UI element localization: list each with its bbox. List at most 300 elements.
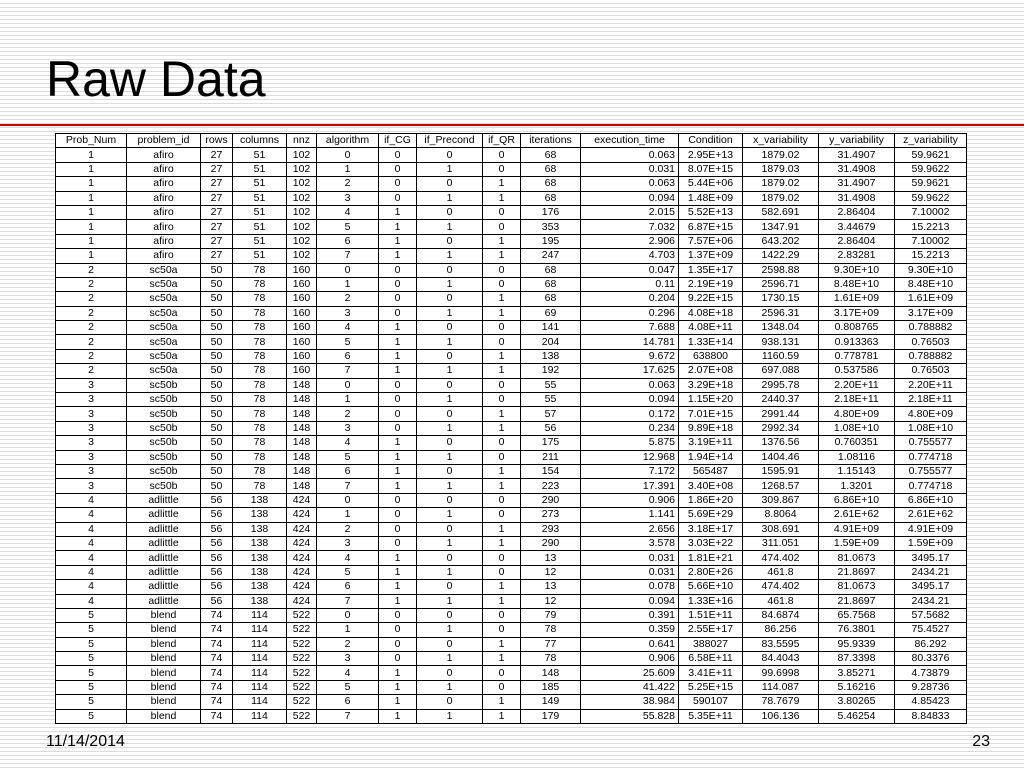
table-cell: 102 xyxy=(287,220,317,234)
table-cell: 1 xyxy=(483,177,521,191)
table-cell: 7.172 xyxy=(581,464,679,478)
column-header: if_Precond xyxy=(417,134,483,148)
table-cell: 2596.71 xyxy=(743,277,819,291)
table-cell: 0.172 xyxy=(581,407,679,421)
table-cell: 0.296 xyxy=(581,306,679,320)
table-cell: 0.755577 xyxy=(895,464,967,478)
table-cell: 21.8697 xyxy=(819,565,895,579)
table-cell: 2.86404 xyxy=(819,205,895,219)
table-cell: 102 xyxy=(287,234,317,248)
table-cell: 1879.02 xyxy=(743,191,819,205)
table-cell: 114 xyxy=(233,623,287,637)
table-cell: 51 xyxy=(233,177,287,191)
table-row xyxy=(56,522,967,536)
table-cell: 74 xyxy=(201,709,233,723)
table-cell: 1 xyxy=(56,205,127,219)
table-cell: 3 xyxy=(56,450,127,464)
table-cell: 51 xyxy=(233,220,287,234)
table-cell: 1 xyxy=(483,191,521,205)
table-cell: 50 xyxy=(201,306,233,320)
table-cell: 78 xyxy=(233,277,287,291)
table-cell: 1160.59 xyxy=(743,349,819,363)
table-cell: 0 xyxy=(417,695,483,709)
table-cell: 50 xyxy=(201,277,233,291)
title-divider xyxy=(0,124,1024,126)
table-row xyxy=(56,148,967,162)
table-cell: 1.81E+21 xyxy=(679,551,743,565)
table-cell: afiro xyxy=(127,191,201,205)
table-cell: 56 xyxy=(201,522,233,536)
table-cell: 2 xyxy=(56,364,127,378)
table-cell: 1 xyxy=(317,508,379,522)
table-cell: 102 xyxy=(287,205,317,219)
table-cell: 1.08E+10 xyxy=(895,421,967,435)
table-cell: 2.61E+62 xyxy=(895,508,967,522)
table-cell: 0 xyxy=(379,637,417,651)
table-cell: 2434.21 xyxy=(895,565,967,579)
table-cell: 5.69E+29 xyxy=(679,508,743,522)
table-cell: 15.2213 xyxy=(895,249,967,263)
table-row xyxy=(56,436,967,450)
table-cell: 1.141 xyxy=(581,508,679,522)
table-cell: 0 xyxy=(317,378,379,392)
table-cell: 1 xyxy=(56,162,127,176)
table-cell: 0 xyxy=(379,148,417,162)
table-cell: 1.37E+09 xyxy=(679,249,743,263)
table-cell: 9.30E+10 xyxy=(819,263,895,277)
table-cell: 1.15143 xyxy=(819,464,895,478)
table-cell: 3.17E+09 xyxy=(819,306,895,320)
table-cell: 38.984 xyxy=(581,695,679,709)
table-cell: 938.131 xyxy=(743,335,819,349)
table-cell: 27 xyxy=(201,191,233,205)
table-cell: 2 xyxy=(317,522,379,536)
table-cell: 50 xyxy=(201,421,233,435)
table-row xyxy=(56,594,967,608)
table-cell: 0 xyxy=(417,321,483,335)
table-cell: 41.422 xyxy=(581,680,679,694)
table-row xyxy=(56,637,967,651)
table-cell: 3 xyxy=(56,479,127,493)
table-cell: 148 xyxy=(521,666,581,680)
table-cell: 4 xyxy=(317,436,379,450)
table-row xyxy=(56,205,967,219)
table-cell: 2434.21 xyxy=(895,594,967,608)
table-cell: 0 xyxy=(483,508,521,522)
table-row xyxy=(56,263,967,277)
column-header: y_variability xyxy=(819,134,895,148)
table-cell: 0 xyxy=(483,551,521,565)
column-header: problem_id xyxy=(127,134,201,148)
table-cell: blend xyxy=(127,637,201,651)
table-cell: 4.91E+09 xyxy=(895,522,967,536)
table-cell: 138 xyxy=(521,349,581,363)
table-cell: 0.913363 xyxy=(819,335,895,349)
table-cell: 84.6874 xyxy=(743,608,819,622)
table-cell: 6 xyxy=(317,464,379,478)
table-cell: 638800 xyxy=(679,349,743,363)
table-cell: 149 xyxy=(521,695,581,709)
table-cell: afiro xyxy=(127,162,201,176)
table-cell: 9.672 xyxy=(581,349,679,363)
table-cell: 9.28736 xyxy=(895,680,967,694)
table-cell: sc50b xyxy=(127,464,201,478)
table-cell: 78 xyxy=(233,321,287,335)
table-cell: 290 xyxy=(521,493,581,507)
table-cell: 1 xyxy=(56,177,127,191)
table-cell: 51 xyxy=(233,191,287,205)
table-cell: 0.063 xyxy=(581,177,679,191)
table-cell: 2992.34 xyxy=(743,421,819,435)
table-cell: sc50b xyxy=(127,393,201,407)
table-cell: 17.625 xyxy=(581,364,679,378)
table-cell: 582.691 xyxy=(743,205,819,219)
table-cell: 1 xyxy=(483,580,521,594)
table-cell: 81.0673 xyxy=(819,551,895,565)
table-cell: 1 xyxy=(417,393,483,407)
table-row xyxy=(56,464,967,478)
table-cell: 522 xyxy=(287,680,317,694)
table-cell: 1 xyxy=(417,335,483,349)
table-cell: 1422.29 xyxy=(743,249,819,263)
table-cell: 78 xyxy=(233,464,287,478)
table-cell: 69 xyxy=(521,306,581,320)
table-cell: 50 xyxy=(201,321,233,335)
table-cell: 5 xyxy=(56,695,127,709)
table-cell: 7 xyxy=(317,249,379,263)
table-cell: 12.968 xyxy=(581,450,679,464)
table-cell: 0 xyxy=(483,321,521,335)
table-cell: 31.4907 xyxy=(819,177,895,191)
table-cell: 0.76503 xyxy=(895,335,967,349)
table-cell: 31.4907 xyxy=(819,148,895,162)
table-cell: 0 xyxy=(483,162,521,176)
table-cell: 6.87E+15 xyxy=(679,220,743,234)
table-cell: 2 xyxy=(56,335,127,349)
table-cell: 55.828 xyxy=(581,709,679,723)
table-cell: 1.08116 xyxy=(819,450,895,464)
table-cell: 31.4908 xyxy=(819,191,895,205)
table-cell: 1 xyxy=(379,565,417,579)
table-cell: 0 xyxy=(483,623,521,637)
table-cell: 1 xyxy=(483,536,521,550)
table-cell: 6.86E+10 xyxy=(819,493,895,507)
table-cell: 0 xyxy=(317,608,379,622)
table-cell: 1 xyxy=(483,652,521,666)
table-cell: 76.3801 xyxy=(819,623,895,637)
table-cell: 50 xyxy=(201,393,233,407)
table-cell: 1.94E+14 xyxy=(679,450,743,464)
table-cell: 1348.04 xyxy=(743,321,819,335)
table-cell: 114 xyxy=(233,695,287,709)
table-cell: 0 xyxy=(417,666,483,680)
table-cell: 4 xyxy=(56,493,127,507)
table-cell: 2 xyxy=(317,637,379,651)
table-cell: 68 xyxy=(521,177,581,191)
table-cell: 0 xyxy=(417,493,483,507)
table-cell: 0.391 xyxy=(581,608,679,622)
table-cell: 1.61E+09 xyxy=(895,292,967,306)
table-cell: 4 xyxy=(56,594,127,608)
table-cell: 1 xyxy=(317,162,379,176)
table-cell: 55 xyxy=(521,393,581,407)
table-cell: 114 xyxy=(233,637,287,651)
table-cell: 6 xyxy=(317,695,379,709)
table-cell: 1 xyxy=(417,450,483,464)
table-cell: 68 xyxy=(521,292,581,306)
table-cell: 5.875 xyxy=(581,436,679,450)
table-cell: 0.906 xyxy=(581,493,679,507)
table-cell: 148 xyxy=(287,393,317,407)
table-cell: 68 xyxy=(521,277,581,291)
table-cell: 3 xyxy=(317,191,379,205)
table-cell: 1879.02 xyxy=(743,148,819,162)
table-cell: 0.808765 xyxy=(819,321,895,335)
table-cell: 1.3201 xyxy=(819,479,895,493)
table-cell: 4 xyxy=(56,536,127,550)
table-cell: 1 xyxy=(417,680,483,694)
table-cell: adlittle xyxy=(127,594,201,608)
table-cell: adlittle xyxy=(127,522,201,536)
table-cell: 160 xyxy=(287,364,317,378)
table-cell: 1730.15 xyxy=(743,292,819,306)
slide-title: Raw Data xyxy=(46,51,266,107)
table-cell: 138 xyxy=(233,580,287,594)
table-cell: sc50a xyxy=(127,277,201,291)
table-cell: 102 xyxy=(287,148,317,162)
table-cell: 15.2213 xyxy=(895,220,967,234)
table-cell: 1 xyxy=(379,335,417,349)
table-cell: 56 xyxy=(201,594,233,608)
table-cell: 424 xyxy=(287,493,317,507)
table-cell: 590107 xyxy=(679,695,743,709)
table-cell: 2 xyxy=(56,349,127,363)
table-cell: 0 xyxy=(417,205,483,219)
table-cell: 27 xyxy=(201,234,233,248)
table-cell: 6.86E+10 xyxy=(895,493,967,507)
table-cell: 78 xyxy=(521,623,581,637)
table-cell: 78 xyxy=(233,349,287,363)
table-cell: 9.89E+18 xyxy=(679,421,743,435)
table-cell: 0 xyxy=(417,436,483,450)
table-row xyxy=(56,421,967,435)
table-cell: 1 xyxy=(417,508,483,522)
table-cell: 114 xyxy=(233,709,287,723)
table-cell: 50 xyxy=(201,335,233,349)
table-cell: 0 xyxy=(379,652,417,666)
table-cell: 1 xyxy=(379,349,417,363)
table-cell: 2 xyxy=(56,292,127,306)
table-cell: 160 xyxy=(287,263,317,277)
table-cell: 102 xyxy=(287,177,317,191)
column-header: if_QR xyxy=(483,134,521,148)
column-header: x_variability xyxy=(743,134,819,148)
table-cell: 56 xyxy=(201,551,233,565)
table-cell: 247 xyxy=(521,249,581,263)
table-cell: 74 xyxy=(201,666,233,680)
table-cell: 1 xyxy=(379,594,417,608)
table-row xyxy=(56,551,967,565)
table-cell: 0 xyxy=(317,148,379,162)
table-cell: 0.641 xyxy=(581,637,679,651)
table-cell: 78 xyxy=(233,292,287,306)
table-cell: 50 xyxy=(201,263,233,277)
table-cell: 353 xyxy=(521,220,581,234)
table-cell: 84.4043 xyxy=(743,652,819,666)
table-cell: 1 xyxy=(317,623,379,637)
table-cell: 1 xyxy=(417,220,483,234)
table-cell: 1 xyxy=(417,536,483,550)
table-cell: 1268.57 xyxy=(743,479,819,493)
table-cell: 1.86E+20 xyxy=(679,493,743,507)
table-cell: 78 xyxy=(233,407,287,421)
table-cell: 148 xyxy=(287,421,317,435)
table-cell: 4.703 xyxy=(581,249,679,263)
table-cell: blend xyxy=(127,709,201,723)
table-cell: 102 xyxy=(287,191,317,205)
table-cell: 6.58E+11 xyxy=(679,652,743,666)
table-cell: 1.61E+09 xyxy=(819,292,895,306)
table-cell: sc50b xyxy=(127,436,201,450)
table-cell: 2.55E+17 xyxy=(679,623,743,637)
table-cell: 0.204 xyxy=(581,292,679,306)
table-cell: 2.18E+11 xyxy=(819,393,895,407)
column-header: Prob_Num xyxy=(56,134,127,148)
table-cell: 0 xyxy=(379,378,417,392)
table-cell: 7.032 xyxy=(581,220,679,234)
table-cell: 148 xyxy=(287,479,317,493)
table-cell: 1 xyxy=(417,594,483,608)
table-cell: 78 xyxy=(233,450,287,464)
table-cell: 2995.78 xyxy=(743,378,819,392)
table-cell: 2 xyxy=(317,177,379,191)
table-cell: 5 xyxy=(317,450,379,464)
table-cell: 309.867 xyxy=(743,493,819,507)
table-cell: 3.17E+09 xyxy=(895,306,967,320)
table-cell: 57.5682 xyxy=(895,608,967,622)
table-cell: 1595.91 xyxy=(743,464,819,478)
table-cell: 4 xyxy=(317,666,379,680)
table-cell: 160 xyxy=(287,349,317,363)
table-cell: 12 xyxy=(521,594,581,608)
table-cell: 102 xyxy=(287,162,317,176)
table-cell: 1.08E+10 xyxy=(819,421,895,435)
table-cell: 4.85423 xyxy=(895,695,967,709)
table-cell: 0 xyxy=(483,565,521,579)
table-cell: 0.788882 xyxy=(895,349,967,363)
table-cell: 0 xyxy=(483,205,521,219)
table-cell: 1 xyxy=(379,234,417,248)
table-cell: 0 xyxy=(379,623,417,637)
table-row xyxy=(56,349,967,363)
table-cell: 2 xyxy=(56,306,127,320)
table-cell: 1 xyxy=(483,479,521,493)
table-cell: 5 xyxy=(317,680,379,694)
table-cell: sc50a xyxy=(127,306,201,320)
table-cell: 78 xyxy=(233,393,287,407)
table-cell: 7.01E+15 xyxy=(679,407,743,421)
table-cell: 2.015 xyxy=(581,205,679,219)
table-cell: 1 xyxy=(379,709,417,723)
table-row xyxy=(56,177,967,191)
table-cell: 522 xyxy=(287,623,317,637)
table-cell: 68 xyxy=(521,162,581,176)
table-cell: 148 xyxy=(287,464,317,478)
table-cell: 1 xyxy=(379,479,417,493)
table-cell: 50 xyxy=(201,436,233,450)
table-cell: 4 xyxy=(317,205,379,219)
table-cell: afiro xyxy=(127,177,201,191)
table-row xyxy=(56,378,967,392)
table-row xyxy=(56,364,967,378)
table-cell: 5.66E+10 xyxy=(679,580,743,594)
table-cell: 0 xyxy=(417,464,483,478)
table-cell: 2.61E+62 xyxy=(819,508,895,522)
table-cell: 1.33E+14 xyxy=(679,335,743,349)
table-cell: 2.80E+26 xyxy=(679,565,743,579)
table-cell: 5.52E+13 xyxy=(679,205,743,219)
table-cell: 7.688 xyxy=(581,321,679,335)
table-cell: 2 xyxy=(317,407,379,421)
table-cell: 3 xyxy=(56,436,127,450)
table-cell: 3 xyxy=(56,464,127,478)
table-cell: 78 xyxy=(233,306,287,320)
table-cell: 179 xyxy=(521,709,581,723)
table-cell: 0 xyxy=(483,378,521,392)
table-cell: 0 xyxy=(379,292,417,306)
table-cell: 99.6998 xyxy=(743,666,819,680)
table-cell: 78 xyxy=(233,436,287,450)
table-cell: 102 xyxy=(287,249,317,263)
table-cell: 13 xyxy=(521,551,581,565)
table-cell: 27 xyxy=(201,249,233,263)
table-cell: 0 xyxy=(379,393,417,407)
table-row xyxy=(56,407,967,421)
column-header: execution_time xyxy=(581,134,679,148)
table-cell: 1 xyxy=(417,565,483,579)
table-cell: 3.80265 xyxy=(819,695,895,709)
table-cell: adlittle xyxy=(127,508,201,522)
table-cell: 83.5595 xyxy=(743,637,819,651)
table-row xyxy=(56,709,967,723)
table-cell: 50 xyxy=(201,378,233,392)
table-cell: 78 xyxy=(521,652,581,666)
table-cell: 1 xyxy=(379,450,417,464)
table-cell: 1 xyxy=(417,191,483,205)
table-cell: 59.9621 xyxy=(895,177,967,191)
table-row xyxy=(56,479,967,493)
table-cell: 1 xyxy=(483,709,521,723)
table-cell: 424 xyxy=(287,551,317,565)
table-cell: 474.402 xyxy=(743,551,819,565)
table-cell: 1 xyxy=(417,479,483,493)
table-cell: 1 xyxy=(417,364,483,378)
table-cell: afiro xyxy=(127,148,201,162)
table-cell: 4.73879 xyxy=(895,666,967,680)
table-cell: 3495.17 xyxy=(895,580,967,594)
table-cell: 1 xyxy=(379,205,417,219)
table-cell: 114.087 xyxy=(743,680,819,694)
table-cell: sc50b xyxy=(127,378,201,392)
table-cell: 51 xyxy=(233,234,287,248)
table-cell: 0.537586 xyxy=(819,364,895,378)
table-cell: 78 xyxy=(233,364,287,378)
table-cell: 4 xyxy=(56,522,127,536)
table-cell: 0.359 xyxy=(581,623,679,637)
table-cell: 424 xyxy=(287,508,317,522)
table-cell: 0.094 xyxy=(581,393,679,407)
table-cell: sc50b xyxy=(127,421,201,435)
